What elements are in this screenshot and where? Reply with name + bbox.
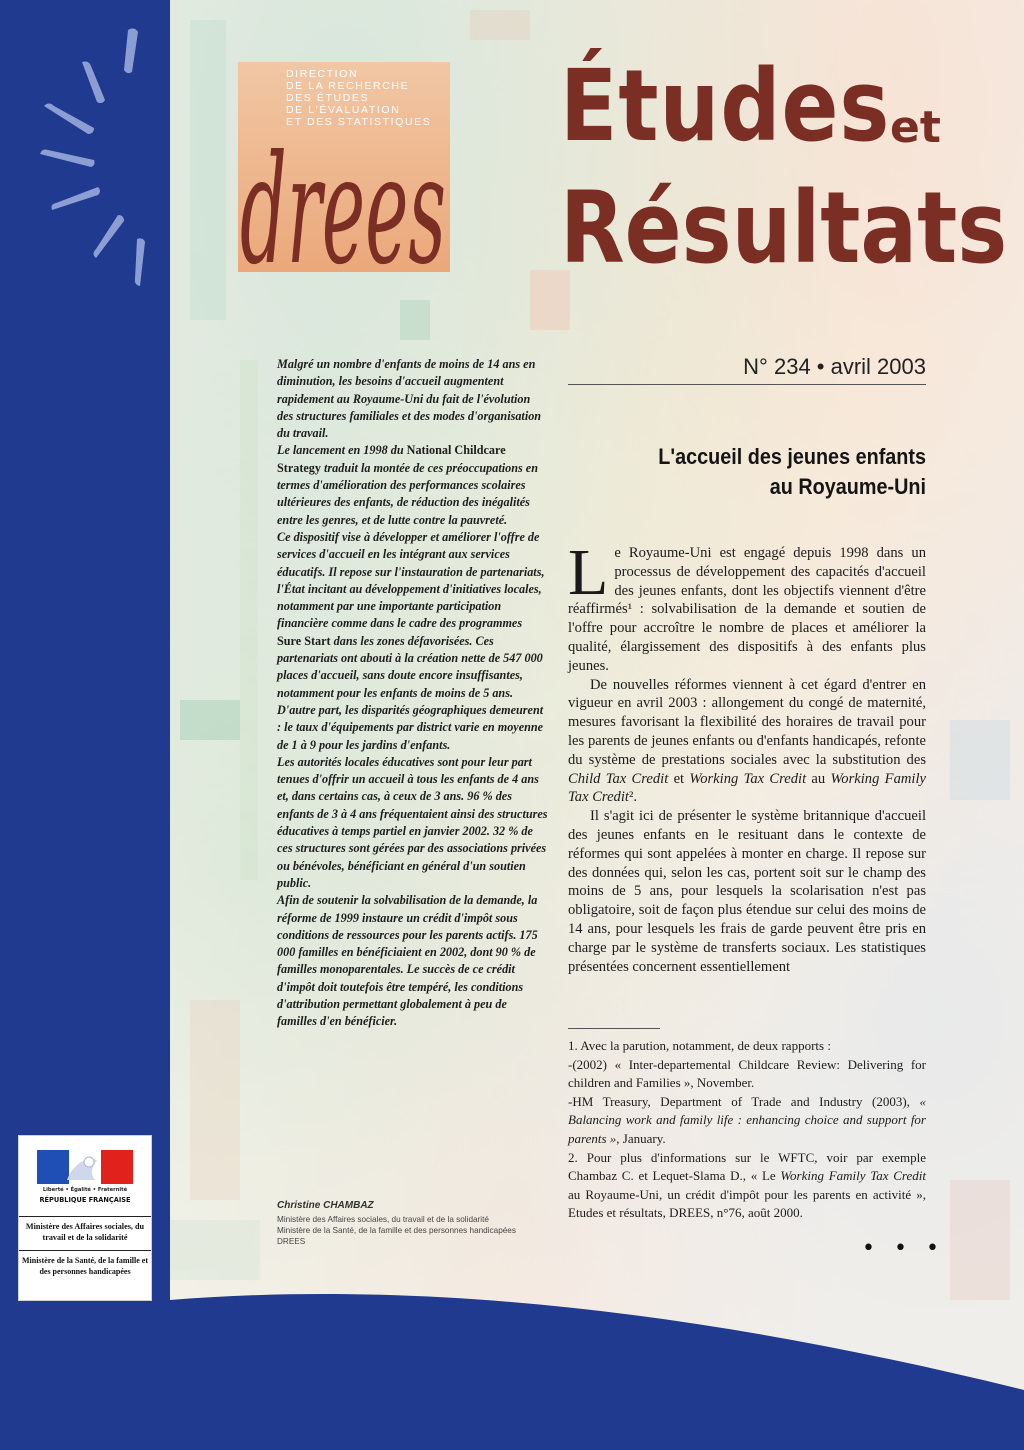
article-title xyxy=(604,442,926,502)
article-title-line1: L'accueil des jeunes enfants xyxy=(658,444,926,469)
summary-paragraph: Les autorités locales éducatives sont pour leur part tenues d'offrir un accueil à tous les enfants de 4 ans et, dans certains cas, à ceux de 3 ans. 96 % des enfants de 3 à 4 ans fréquentaient ainsi des structures éducatives à temps partiel en janvier 2002. 32 % de ces structures sont gérées par des associations privées ou bénévoles, bénéficiant en général d'un soutien public. xyxy=(277,754,548,890)
marianne-flag-icon xyxy=(37,1150,133,1184)
sun-rays-decoration xyxy=(0,0,170,320)
drees-logo xyxy=(238,62,450,272)
divider xyxy=(19,1250,151,1251)
issue-number: N° 234 • avril 2003 xyxy=(743,354,926,379)
footnote: -(2002) « Inter-departemental Childcare Review: Delivering for children and Families », November. xyxy=(568,1056,926,1091)
republic-name: RÉPUBLIQUE FRANÇAISE xyxy=(39,1196,131,1204)
summary-paragraph: Le lancement en 1998 du National Childcare Strategy traduit la montée de ces préoccupations en termes d'amélioration des performances scolaires ultérieures des enfants, de réduction des inégalités entre les genres, et de lutte contre la pauvreté. xyxy=(277,443,538,527)
masthead-et: et xyxy=(890,102,941,153)
author-name: Christine CHAMBAZ xyxy=(277,1200,374,1211)
summary-paragraph: Malgré un nombre d'enfants de moins de 14 ans en diminution, les besoins d'accueil augmentent rapidement au Royaume-Uni du fait de l'évolution des structures familiales et des modes d'organisation du travail. xyxy=(277,357,542,441)
article-body xyxy=(568,536,926,976)
author-block xyxy=(277,1200,549,1247)
continuation-dots: • • • xyxy=(862,1236,945,1261)
body-paragraph: De nouvelles réformes viennent à cet égard d'entrer en vigueur en avril 2003 : allongement du congé de maternité, mesures favorisant la flexibilité des horaires de travail pour les parents de jeunes enfants ou d'enfants handicapés, refonte du système de prestations sociales avec la substitution des Child Tax Credit et Working Tax Credit au Working Family Tax Credit². xyxy=(568,676,926,806)
body-paragraph: Le Royaume-Uni est engagé depuis 1998 dans un processus de développement des capacités d'accueil des jeunes enfants, dont les objectifs viennent d'être réaffirmés¹ : solvabilisation de la demande et soutien de l'offre pour accroître le nombre de places et améliorer la qualité, élargissement des dispositifs à des enfants plus jeunes. xyxy=(568,536,926,674)
summary-paragraph: Afin de soutenir la solvabilisation de la demande, la réforme de 1999 instaure un crédit d'impôt sous conditions de ressources pour les parents actifs. 175 000 familles en bénéficiaient en 2002, dont 90 % de familles monoparentales. Le succès de ce crédit d'impôt doit toutefois être tempéré, les conditions d'attribution permettant globalement à peu de familles d'en bénéficier. xyxy=(277,893,538,1029)
author-affiliation: Ministère des Affaires sociales, du travail et de la solidarité xyxy=(277,1215,489,1224)
logo-caption: DIRECTION DE LA RECHERCHE DES ÉTUDES DE L'ÉVALUATION ET DES STATISTIQUES xyxy=(286,68,432,128)
masthead-resultats: Résultats xyxy=(560,169,1008,286)
summary-paragraph: Ce dispositif vise à développer et améliorer l'offre de services d'accueil en les intégrant aux services éducatifs. Il repose sur l'instauration de partenariats, l'État incitant au développement d'initiatives locales, notamment par une importante participation financière comme dans le cadre des programmes Sure Start dans les zones défavorisées. Ces partenariats ont abouti à la création nette de 547 000 places d'accueil, sans doute encore insuffisantes, notamment pour les enfants de moins de 5 ans. D'autre part, les disparités géographiques demeurent : le taux d'équipements par district varie en moyenne de 1 à 9 pour les jardins d'enfants. xyxy=(277,529,545,752)
ministry-logo-block xyxy=(18,1135,152,1301)
footnote: 1. Avec la parution, notamment, de deux rapports : xyxy=(568,1038,831,1053)
footnote-rule xyxy=(568,1028,660,1029)
bottom-blue-wave xyxy=(0,1290,1024,1450)
footnote: -HM Treasury, Department of Trade and Industry (2003), « Balancing work and family life : enhancing choice and support for parents », January. xyxy=(568,1093,926,1146)
summary-column xyxy=(277,356,549,1031)
author-affiliation: Ministère de la Santé, de la famille et des personnes handicapées xyxy=(277,1226,516,1235)
drees-wordmark xyxy=(238,130,450,272)
issue-rule xyxy=(568,384,926,385)
author-affiliation: DREES xyxy=(277,1237,306,1246)
masthead-etudes: Études xyxy=(560,47,891,164)
article-title-line2: au Royaume-Uni xyxy=(769,474,926,499)
ministry-name-1: Ministère des Affaires sociales, du travail et de la solidarité xyxy=(25,1222,145,1242)
footnotes xyxy=(568,1037,926,1223)
republic-motto: Liberté • Égalité • Fraternité xyxy=(42,1187,128,1193)
ministry-name-2: Ministère de la Santé, de la famille et des personnes handicapées xyxy=(21,1256,149,1276)
body-paragraph: Il s'agit ici de présenter le système britannique d'accueil des jeunes enfants en le resituant dans le contexte de réformes qui sont appelées à monter en charge. Il repose sur des données qui, selon les cas, portent soit sur le champ des moins de 5 ans, pour lesquels la scolarisation n'est pas obligatoire, soit de façon plus étendue sur celui des moins de 14 ans, pour lesquels les frais de garde peuvent être pris en charge par le système de transferts sociaux. Les statistiques présentées concernent essentiellement xyxy=(568,808,926,975)
svg-text:drees: drees xyxy=(240,130,446,272)
drop-cap: L xyxy=(568,536,609,609)
footnote: 2. Pour plus d'informations sur le WFTC, voir par exemple Chambaz C. et Lequet-Slama D., « Le Working Family Tax Credit au Royaume-Uni, un crédit d'impôt pour les parents en activité », Etudes et résultats, DREES, n°76, août 2000. xyxy=(568,1149,926,1221)
divider xyxy=(19,1216,151,1217)
